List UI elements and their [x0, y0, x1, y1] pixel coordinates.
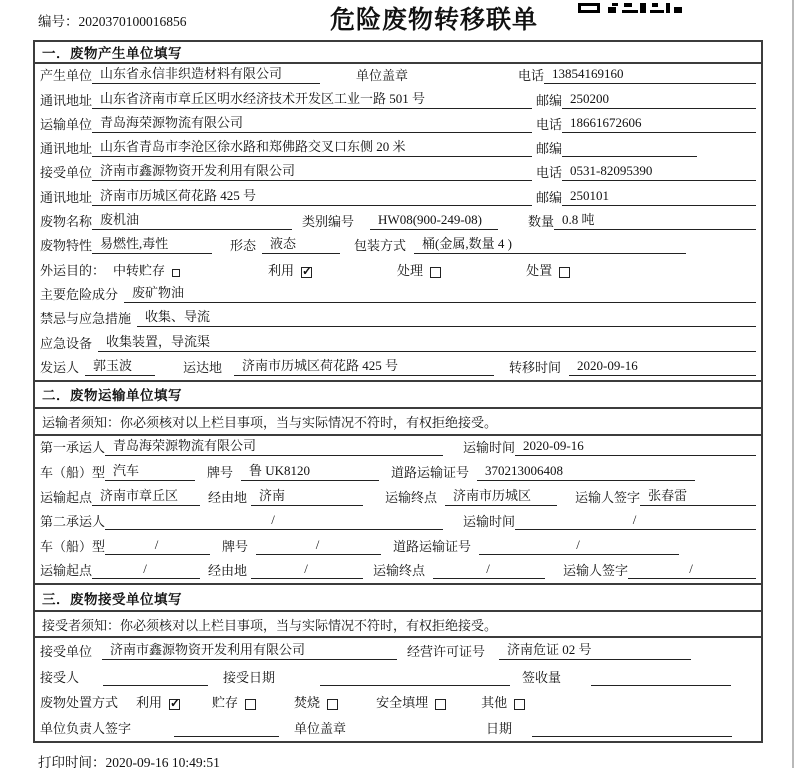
receiver-value — [103, 671, 208, 686]
row-carrier2 — [35, 510, 761, 535]
row-address2 — [35, 137, 761, 161]
checkbox-checked-icon — [301, 267, 312, 278]
row-waste-character — [35, 234, 761, 258]
date-value — [532, 722, 732, 737]
disposal-label: 废物处置方式 — [40, 695, 119, 711]
disposal-option-storage — [212, 692, 256, 711]
origin1-value: 济南市章丘区 — [92, 485, 200, 506]
option-label: 其他 — [481, 695, 508, 711]
sign-quantity-value — [591, 671, 731, 686]
via-label: 经由地 — [208, 563, 248, 579]
unit-seal-label: 单位盖章 — [356, 68, 409, 84]
option-label: 处理 — [397, 262, 424, 278]
transport-time1-value: 2020-09-16 — [515, 438, 756, 456]
serial-label: 编号： — [38, 14, 79, 29]
section2-body — [35, 436, 761, 584]
consignor-label: 发运人 — [40, 359, 80, 375]
section3-heading: 三．废物接受单位填写 — [35, 583, 761, 612]
form-label: 形态 — [230, 238, 257, 254]
checkbox-icon — [172, 269, 180, 277]
produce-unit-value: 山东省永信非织造材料有限公司 — [92, 63, 320, 84]
sign-quantity-label: 签收量 — [522, 669, 562, 685]
vehicle2-value: / — [105, 537, 210, 555]
phone3-value: 0531-82095390 — [562, 163, 756, 181]
character-value: 易燃性,毒性 — [92, 233, 212, 254]
address2-value: 山东省青岛市李沧区徐水路和郑佛路交叉口东侧 20 米 — [92, 136, 532, 157]
checkbox-icon — [435, 699, 446, 710]
terminal-label: 运输终点 — [373, 563, 426, 579]
road-permit-label: 道路运输证号 — [391, 465, 470, 481]
packing-value: 桶(金属,数量 4 ) — [414, 233, 686, 254]
row-receive-unit3 — [35, 638, 761, 664]
category-label: 类别编号 — [302, 214, 355, 230]
postcode-label: 邮编 — [536, 141, 563, 157]
address3-value: 济南市历城区荷花路 425 号 — [92, 185, 532, 206]
row-address3 — [35, 185, 761, 209]
purpose-option-dispose — [526, 260, 570, 279]
carrier2-value: / — [105, 512, 443, 530]
consignor-value: 郭玉波 — [85, 355, 155, 376]
address-label: 通讯地址 — [40, 189, 93, 205]
qr-code-fragment — [578, 0, 682, 10]
responsible-sign-label: 单位负责人签字 — [40, 720, 132, 736]
receive-date-label: 接受日期 — [223, 669, 276, 685]
road-permit-label: 道路运输证号 — [393, 538, 472, 554]
address-label: 通讯地址 — [40, 141, 93, 157]
purpose-label: 外运目的： — [40, 262, 106, 278]
postcode2-value — [562, 142, 697, 157]
receive-unit-label: 接受单位 — [40, 644, 93, 660]
disposal-option-incinerate — [294, 692, 338, 711]
row-main-hazard — [35, 283, 761, 307]
transporter-sign1-value: 张春雷 — [640, 485, 756, 506]
phone1-value: 13854169160 — [544, 66, 756, 84]
section1-heading: 一．废物产生单位填写 — [35, 42, 761, 64]
carrier1-label: 第一承运人 — [40, 440, 106, 456]
receive-unit-label: 接受单位 — [40, 165, 93, 181]
option-label: 中转贮存 — [113, 262, 166, 278]
row-receive-unit — [35, 161, 761, 185]
purpose-option-treat — [397, 260, 441, 279]
purpose-option-transfer-storage — [113, 260, 180, 279]
print-time — [38, 751, 220, 768]
terminal1-value: 济南市历城区 — [445, 485, 557, 506]
origin2-value: / — [92, 561, 200, 579]
destination-label: 运达地 — [183, 359, 223, 375]
transporter-sign-label: 运输人签字 — [563, 563, 629, 579]
row-vehicle1 — [35, 460, 761, 485]
receive-unit3-value: 济南市鑫源物资开发利用有限公司 — [102, 639, 397, 660]
form-value: 液态 — [262, 233, 340, 254]
transporter-sign2-value: / — [628, 561, 756, 579]
origin-label: 运输起点 — [40, 563, 93, 579]
serial-value: 2020370100016856 — [78, 14, 187, 29]
phone-label: 电话 — [536, 116, 563, 132]
checkbox-icon — [245, 699, 256, 710]
phone-label: 电话 — [536, 165, 563, 181]
plate-label: 牌号 — [207, 465, 234, 481]
disposal-option-use — [136, 692, 180, 711]
plate-label: 牌号 — [222, 538, 249, 554]
row-route2 — [35, 559, 761, 584]
terminal2-value: / — [433, 561, 545, 579]
date-label: 日期 — [486, 720, 513, 736]
option-label: 利用 — [136, 695, 163, 711]
row-emergency-equipment — [35, 331, 761, 355]
row-disposal — [35, 690, 761, 716]
vehicle1-value: 汽车 — [105, 460, 195, 481]
postcode1-value: 250200 — [562, 91, 756, 109]
section2-notice: 运输者须知：你必须核对以上栏目事项，当与实际情况不符时，有权拒绝接受。 — [35, 409, 761, 436]
option-label: 安全填埋 — [376, 695, 429, 711]
packing-label: 包装方式 — [354, 238, 407, 254]
equipment-label: 应急设备 — [40, 335, 93, 351]
disposal-option-other — [481, 692, 525, 711]
via-label: 经由地 — [208, 489, 248, 505]
section2-heading: 二．废物运输单位填写 — [35, 380, 761, 409]
row-taboo — [35, 307, 761, 331]
waste-name-label: 废物名称 — [40, 214, 93, 230]
road-permit2-value: / — [479, 537, 679, 555]
character-label: 废物特性 — [40, 238, 93, 254]
checkbox-icon — [559, 267, 570, 278]
produce-unit-label: 产生单位 — [40, 68, 93, 84]
transfer-time-value: 2020-09-16 — [569, 358, 756, 376]
row-transport-unit — [35, 113, 761, 137]
serial-number — [38, 10, 187, 30]
checkbox-icon — [430, 267, 441, 278]
receive-unit-value: 济南市鑫源物资开发利用有限公司 — [92, 160, 532, 181]
page-edge-line — [792, 0, 794, 768]
postcode-label: 邮编 — [536, 189, 563, 205]
postcode-label: 邮编 — [536, 92, 563, 108]
option-label: 利用 — [268, 262, 295, 278]
license-value: 济南危证 02 号 — [499, 639, 691, 660]
quantity-value: 0.8 吨 — [554, 209, 756, 230]
purpose-option-use — [268, 260, 312, 279]
plate2-value: / — [256, 537, 381, 555]
qr-code-icon — [578, 3, 682, 13]
unit-seal-label: 单位盖章 — [294, 720, 347, 736]
receive-date-value — [320, 671, 510, 686]
row-produce-unit — [35, 64, 761, 88]
via2-value: / — [251, 561, 363, 579]
taboo-value: 收集、导流 — [137, 306, 756, 327]
transport-time-label: 运输时间 — [463, 514, 516, 530]
checkbox-icon — [514, 699, 525, 710]
section1-body — [35, 64, 761, 380]
transporter-sign-label: 运输人签字 — [575, 489, 641, 505]
print-time-value: 2020-09-16 10:49:51 — [105, 755, 220, 768]
transfer-time-label: 转移时间 — [509, 359, 562, 375]
phone-label: 电话 — [518, 68, 545, 84]
row-address1 — [35, 88, 761, 112]
row-route1 — [35, 485, 761, 510]
row-vehicle2 — [35, 534, 761, 559]
origin-label: 运输起点 — [40, 489, 93, 505]
via1-value: 济南 — [251, 485, 363, 506]
road-permit1-value: 370213006408 — [477, 463, 695, 481]
print-time-label: 打印时间： — [38, 755, 106, 768]
hazard-label: 主要危险成分 — [40, 286, 119, 302]
hazard-value: 废矿物油 — [124, 282, 756, 303]
transport-time-label: 运输时间 — [463, 440, 516, 456]
section3-notice: 接受者须知：你必须核对以上栏目事项，当与实际情况不符时，有权拒绝接受。 — [35, 612, 761, 638]
equipment-value: 收集装置，导流渠 — [98, 331, 756, 352]
row-responsible-sign — [35, 715, 761, 741]
postcode3-value: 250101 — [562, 188, 756, 206]
transport-unit-value: 青岛海荣源物流有限公司 — [92, 112, 532, 133]
taboo-label: 禁忌与应急措施 — [40, 311, 132, 327]
vehicle-label: 车（船）型 — [40, 465, 106, 481]
category-value: HW08(900-249-08) — [370, 212, 498, 230]
receiver-label: 接受人 — [40, 669, 80, 685]
phone2-value: 18661672606 — [562, 115, 756, 133]
transport-unit-label: 运输单位 — [40, 116, 93, 132]
destination-value: 济南市历城区荷花路 425 号 — [234, 355, 494, 376]
carrier1-value: 青岛海荣源物流有限公司 — [105, 435, 443, 456]
checkbox-checked-icon — [169, 699, 180, 710]
row-consignor — [35, 356, 761, 380]
option-label: 处置 — [526, 262, 553, 278]
license-label: 经营许可证号 — [407, 644, 486, 660]
transfer-form-table — [33, 40, 763, 743]
address1-value: 山东省济南市章丘区明水经济技术开发区工业一路 501 号 — [92, 88, 532, 109]
disposal-option-landfill — [376, 692, 446, 711]
carrier2-label: 第二承运人 — [40, 514, 106, 530]
terminal-label: 运输终点 — [385, 489, 438, 505]
row-receiver — [35, 664, 761, 690]
option-label: 焚烧 — [294, 695, 321, 711]
row-waste-name — [35, 210, 761, 234]
transport-time2-value: / — [515, 512, 756, 530]
vehicle-label: 车（船）型 — [40, 538, 106, 554]
section3-body — [35, 638, 761, 740]
address-label: 通讯地址 — [40, 92, 93, 108]
responsible-sign-value — [174, 722, 279, 737]
page-title: 危险废物转移联单 — [330, 7, 539, 34]
row-carrier1 — [35, 436, 761, 461]
row-purpose — [35, 258, 761, 282]
waste-name-value: 废机油 — [92, 209, 292, 230]
plate1-value: 鲁 UK8120 — [241, 460, 379, 481]
checkbox-icon — [327, 699, 338, 710]
option-label: 贮存 — [212, 695, 239, 711]
quantity-label: 数量 — [528, 214, 555, 230]
